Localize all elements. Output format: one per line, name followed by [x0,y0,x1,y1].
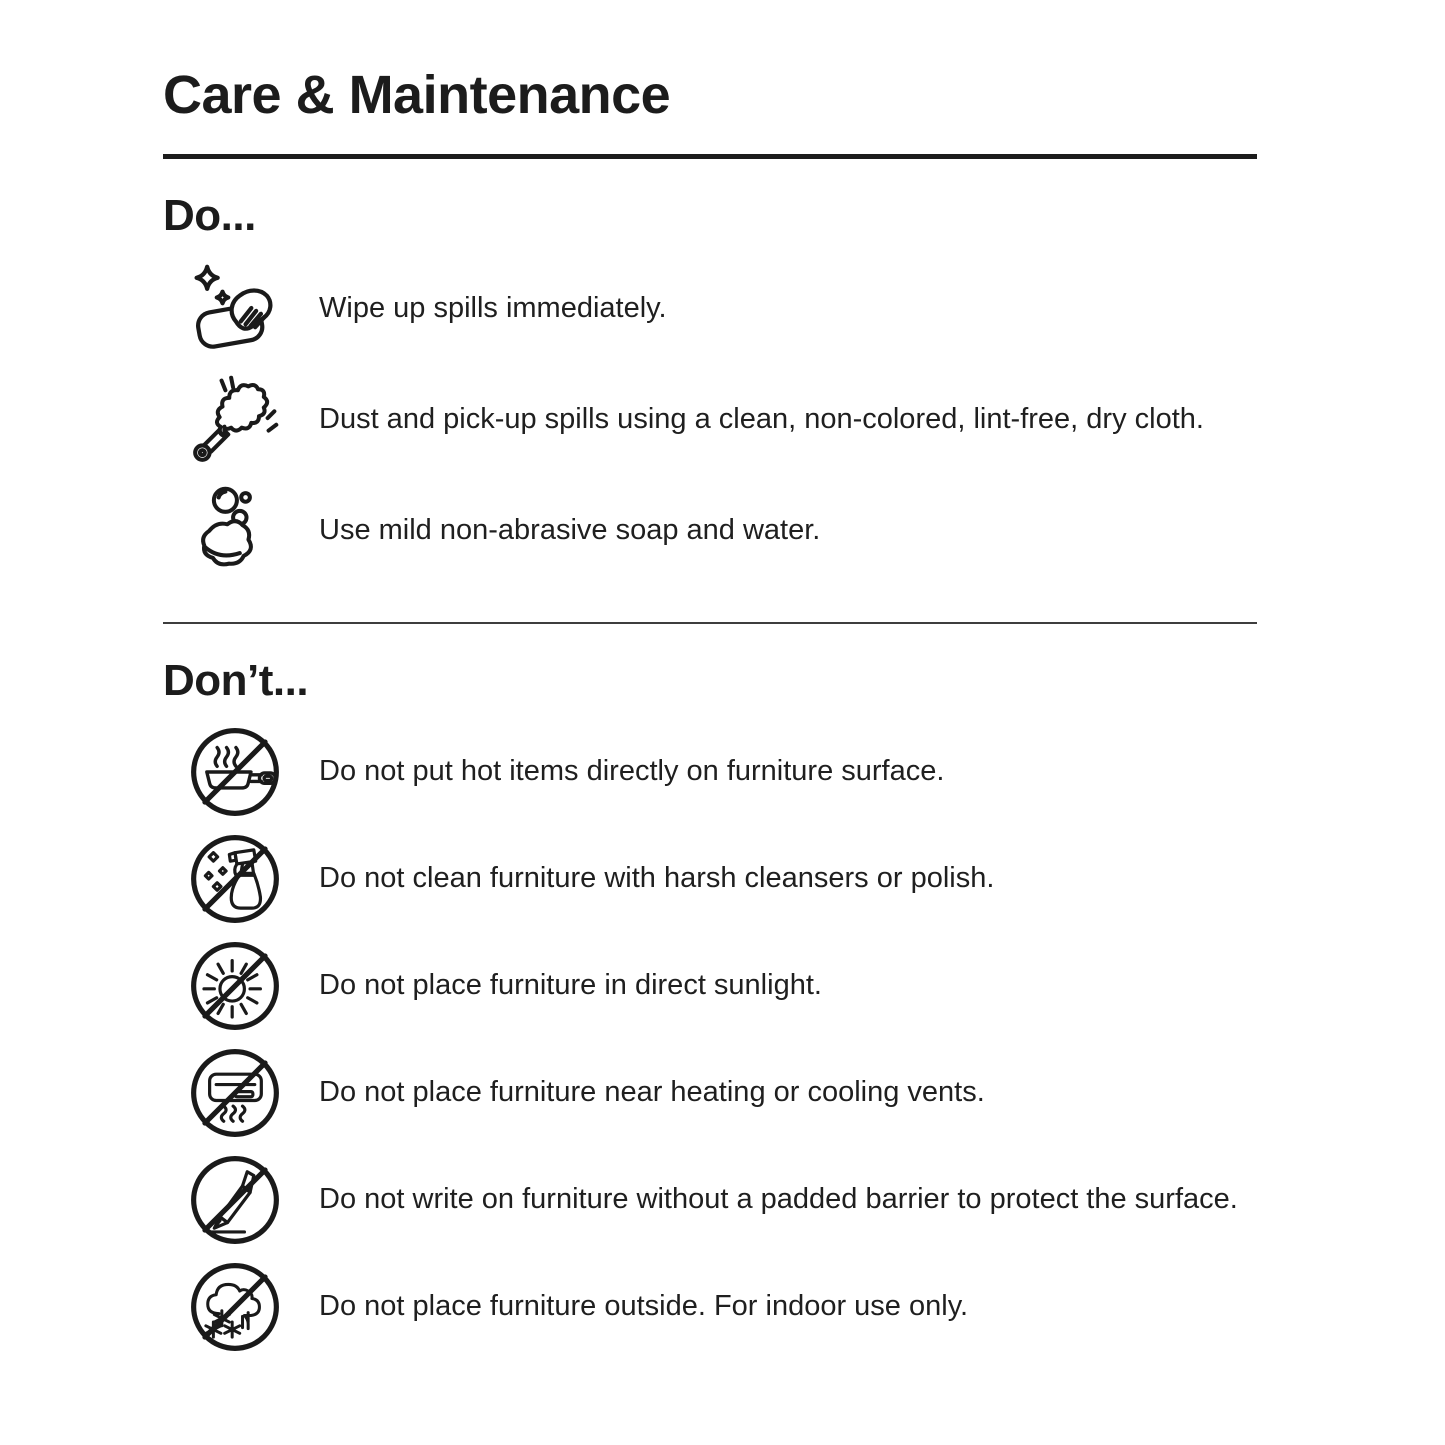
do-item-row [163,475,1257,586]
no-writing-pen-icon [183,1153,287,1247]
title-divider [163,154,1257,159]
do-item-row [163,253,1257,364]
feather-duster-icon [183,372,287,468]
page-title: Care & Maintenance [163,65,671,125]
no-outdoor-weather-icon [183,1260,287,1354]
do-item-text: Use mild non-abrasive soap and water. [319,514,821,547]
do-item-text: Wipe up spills immediately. [319,292,667,325]
dont-item-text: Do not place furniture outside. For indoor use only. [319,1290,969,1323]
dont-item-text: Do not write on furniture without a padded barrier to protect the surface. [319,1183,1238,1216]
dont-section [163,656,1257,1360]
dont-item-row [163,932,1257,1039]
dont-item-row [163,1146,1257,1253]
dont-item-row [163,825,1257,932]
do-section [163,191,1257,586]
dont-item-text: Do not place furniture in direct sunlight. [319,969,822,1002]
care-maintenance-sheet [163,0,1257,1360]
section-divider [163,622,1257,624]
do-heading: Do... [163,191,256,240]
dont-heading: Don’t... [163,656,309,705]
do-item-text: Dust and pick-up spills using a clean, non-colored, lint-free, dry cloth. [319,403,1204,436]
dont-item-row [163,1039,1257,1146]
do-rows [163,253,1257,586]
dont-item-text: Do not place furniture near heating or cooling vents. [319,1076,985,1109]
dont-item-text: Do not clean furniture with harsh cleansers or polish. [319,862,995,895]
dont-item-row [163,1253,1257,1360]
do-item-row [163,364,1257,475]
dont-item-text: Do not put hot items directly on furniture surface. [319,755,945,788]
no-hot-pan-icon [183,725,287,819]
dont-item-row [163,718,1257,825]
soap-bubbles-icon [183,483,287,579]
no-heating-vent-icon [183,1046,287,1140]
dont-rows [163,718,1257,1360]
wipe-hand-sparkles-icon [183,261,287,357]
no-sunlight-icon [183,939,287,1033]
no-spray-cleaner-icon [183,832,287,926]
